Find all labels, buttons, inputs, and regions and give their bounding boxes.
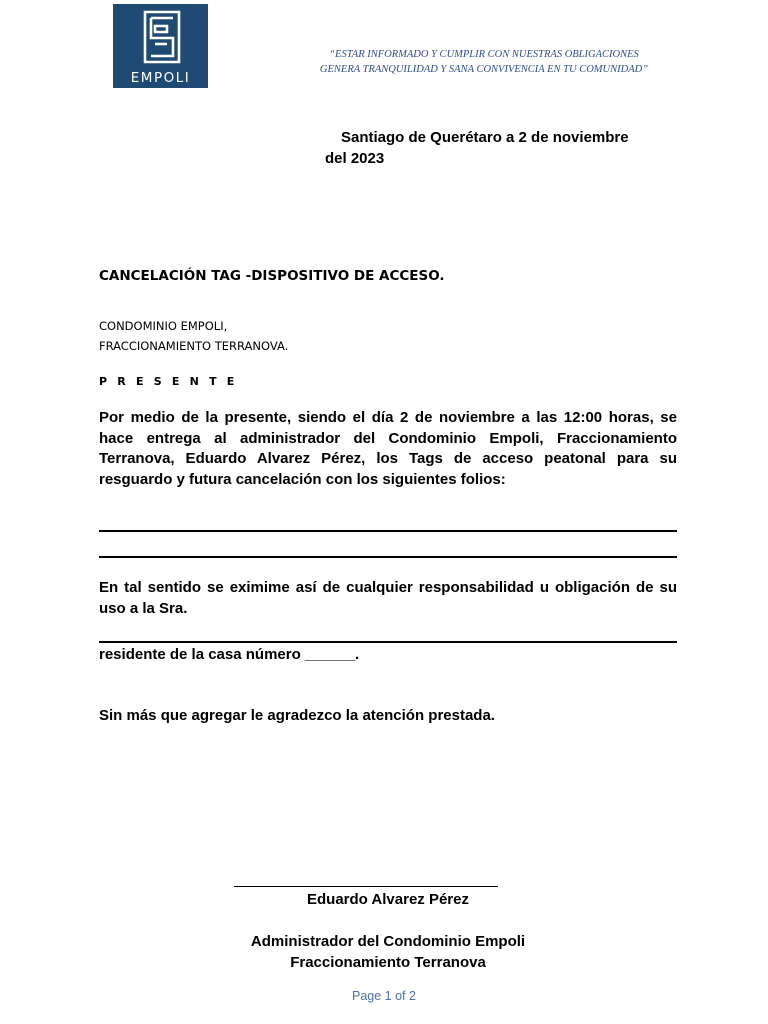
resident-line: residente de la casa número ______. (99, 646, 360, 663)
signatory-title-line-1: Administrador del Condominio Empoli (250, 933, 526, 950)
empoli-logo-icon (113, 4, 208, 70)
letter-subject: CANCELACIÓN TAG -DISPOSITIVO DE ACCESO. (99, 268, 445, 284)
signatory-name: Eduardo Alvarez Pérez (306, 891, 469, 908)
letter-date (325, 127, 685, 169)
folio-blank-line-2 (99, 556, 677, 558)
resident-name-blank-line (99, 641, 677, 643)
closing-text: Sin más que agregar le agradezco la atención prestada. (99, 707, 495, 724)
body-paragraph-2: En tal sentido se eximime así de cualquier responsabilidad u obligación de su uso a la Sra. (99, 579, 677, 617)
motto-line-2: GENERA TRANQUILIDAD Y SANA CONVIVENCIA EN TU COMUNIDAD” (319, 64, 649, 75)
signature-line (234, 886, 498, 887)
addressee-line-1: CONDOMINIO EMPOLI, (99, 319, 228, 333)
signatory-title-line-2: Fraccionamiento Terranova (290, 954, 486, 971)
header-motto (300, 47, 668, 77)
empoli-logo (113, 4, 208, 88)
salutation: P R E S E N T E (99, 375, 238, 388)
logo-text: EMPOLI (130, 70, 191, 86)
motto-line-1: “ESTAR INFORMADO Y CUMPLIR CON NUESTRAS OBLIGACIONES (329, 49, 639, 60)
addressee (99, 316, 288, 356)
addressee-line-2: FRACCIONAMIENTO TERRANOVA. (99, 339, 289, 353)
body-paragraph-1: Por medio de la presente, siendo el día 2 de noviembre a las 12:00 horas, se hace entrega al administrador del Condominio Empoli, Fraccionamiento Terranova, Eduardo Alvarez Pérez, los Tags de acceso peatonal para su resguardo y futura cancelación con los siguientes folios: (99, 409, 677, 488)
signatory-title (200, 931, 576, 973)
folio-blank-line-1 (99, 530, 677, 532)
date-line-1: Santiago de Querétaro a 2 de noviembre (341, 129, 629, 146)
page-number: Page 1 of 2 (352, 989, 416, 1003)
date-line-2: del 2023 (325, 150, 385, 167)
